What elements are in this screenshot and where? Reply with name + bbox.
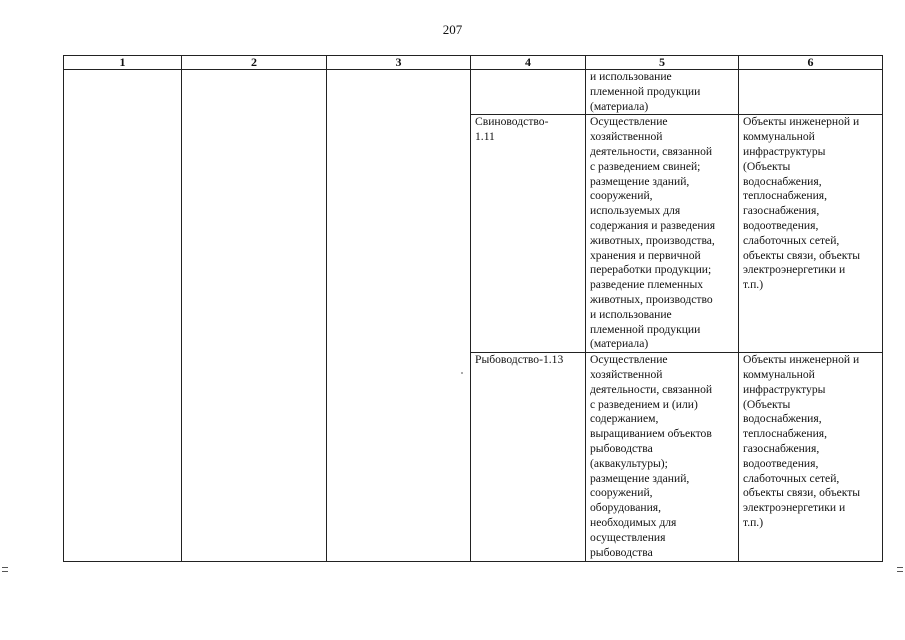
cell-activity-description — [586, 353, 739, 562]
activity-description: Осуществление хозяйственной деятельности, связанной с разведением и (или) содержанием, выращиванием объектов рыбоводства (аквакультуры); размещение зданий, сооружений, оборудования, необходимых для осуществления рыбоводства — [590, 353, 713, 559]
land-use-table — [63, 55, 883, 562]
cell-activity-name — [471, 115, 586, 353]
cell-continuation-col6 — [739, 70, 883, 115]
cell-activity-name — [471, 353, 586, 562]
infrastructure-text: Объекты инженерной и коммунальной инфраструктуры (Объекты водоснабжения, теплоснабжения, газоснабжения, водоотведения, слаботочных сетей, объекты связи, объекты электроэнергетики и т.п.) — [743, 353, 861, 529]
scan-mark-right — [897, 571, 903, 572]
column-header-2: 2 — [182, 56, 327, 70]
cell-continuation-col4 — [471, 70, 586, 115]
column-header-1: 1 — [64, 56, 182, 70]
page-number: 207 — [442, 22, 463, 37]
column-header-6: 6 — [739, 56, 883, 70]
scan-mark-left — [2, 567, 8, 568]
cell-continuation-col5 — [586, 70, 739, 115]
table-header — [64, 56, 883, 70]
activity-name: Свиноводство- 1.11 — [475, 115, 549, 144]
cell-activity-description — [586, 115, 739, 353]
header-row — [64, 56, 883, 70]
cell-infrastructure — [739, 115, 883, 353]
column-header-4: 4 — [471, 56, 586, 70]
scan-mark-left — [2, 571, 8, 572]
activity-name: Рыбоводство-1.13 — [475, 353, 564, 367]
cell-col1 — [64, 70, 182, 562]
activity-description: Осуществление хозяйственной деятельности, связанной с разведением свиней; размещение зданий, сооружений, используемых для содержания и разведения животных, производства, хранения и первичной переработки продукции; разведение племенных животных, производство и использование племенной продукции (материала) — [590, 115, 716, 351]
scan-speck — [461, 372, 463, 374]
cell-infrastructure — [739, 353, 883, 562]
cell-col3 — [327, 70, 471, 562]
continuation-text: и использование племенной продукции (материала) — [590, 70, 701, 113]
scan-mark-right — [897, 567, 903, 568]
cell-col2 — [182, 70, 327, 562]
infrastructure-text: Объекты инженерной и коммунальной инфраструктуры (Объекты водоснабжения, теплоснабжения, газоснабжения, водоотведения, слаботочных сетей, объекты связи, объекты электроэнергетики и т.п.) — [743, 115, 861, 292]
column-header-5: 5 — [586, 56, 739, 70]
column-header-3: 3 — [327, 56, 471, 70]
table-row-continuation — [64, 70, 883, 115]
